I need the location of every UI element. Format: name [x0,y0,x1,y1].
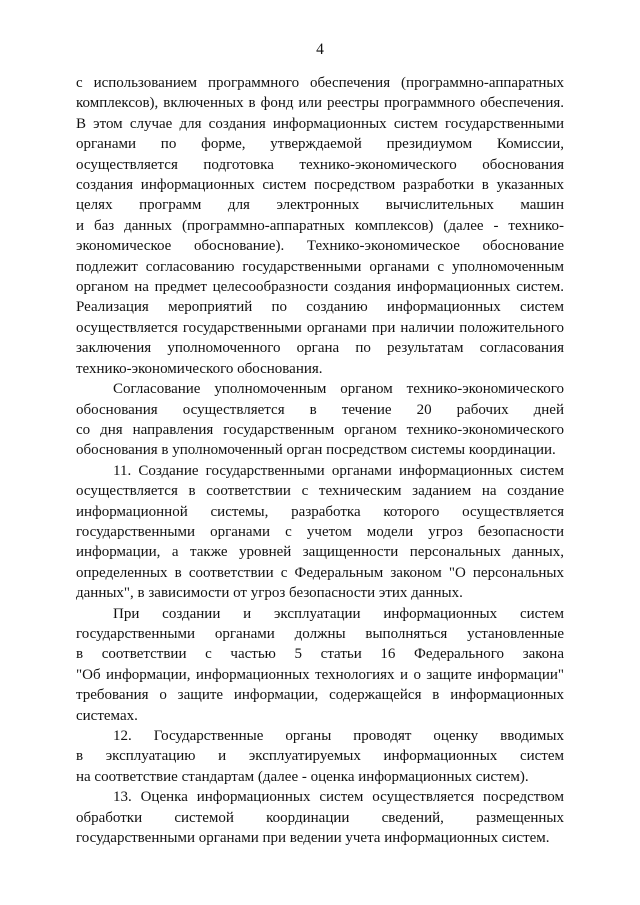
paragraph [76,461,564,604]
text-line: создания информационных систем посредством разработки в указанных [76,177,564,194]
paragraph [76,379,564,461]
text-line: в соответствии с частью 5 статьи 16 Федерального закона [76,646,564,663]
text-line: заключения уполномоченного органа по результатам согласования [76,340,564,357]
text-line: определенных в соответствии с Федеральным законом "О персональных [76,564,564,581]
text-line: системах. [76,707,138,724]
text-line: государственными органами с учетом модели угроз безопасности [76,523,564,540]
text-line: 11. Создание государственными органами информационных систем [113,462,564,479]
text-line: 13. Оценка информационных систем осуществляется посредством [113,789,564,806]
text-line: "Об информации, информационных технологиях и о защите информации" [76,666,564,683]
text-line: с использованием программного обеспечения (программно-аппаратных [76,75,564,91]
paragraph [76,73,564,379]
text-line: При создании и эксплуатации информационных систем [113,605,564,622]
text-line: на соответствие стандартам (далее - оценка информационных систем). [76,768,529,785]
paragraph [76,604,564,726]
text-line: органами по форме, утверждаемой президиумом Комиссии, [76,136,564,153]
text-line: и баз данных (программно-аппаратных комплексов) (далее - технико- [76,217,564,234]
paragraph [76,726,564,787]
text-line: информационной системы, разработка которого осуществляется [76,503,564,520]
text-line: Согласование уполномоченным органом технико-экономического [113,381,564,398]
text-line: осуществляется в соответствии с техническим заданием на создание [76,483,564,500]
text-line: обоснования осуществляется в течение 20 рабочих дней [76,401,564,418]
text-line: государственными органами должны выполняться установленные [76,625,564,642]
text-line: органом на предмет целесообразности создания информационных систем. [76,279,564,296]
text-line: обработки системой координации сведений, размещенных [76,809,564,826]
text-line: данных", в зависимости от угроз безопасности этих данных. [76,585,463,602]
text-line: осуществляется подготовка технико-экономического обоснования [76,156,564,173]
text-line: подлежит согласованию государственными органами с уполномоченным [76,258,564,275]
paragraph [76,787,564,848]
page-number: 4 [316,41,324,58]
text-line: обоснования в уполномоченный орган посредством системы координации. [76,442,556,459]
text-line: в эксплуатацию и эксплуатируемых информационных систем [76,748,564,765]
text-line: осуществляется государственными органами при наличии положительного [76,319,564,336]
text-line: 12. Государственные органы проводят оценку вводимых [113,728,564,744]
text-line: целях программ для электронных вычислительных машин [76,197,564,214]
text-line: государственными органами при ведении учета информационных систем. [76,830,550,847]
text-line: со дня направления государственным органом технико-экономического [76,421,564,438]
text-line: В этом случае для создания информационных систем государственными [76,115,564,132]
document-body [76,73,564,848]
text-line: экономическое обоснование). Технико-экономическое обоснование [76,238,564,255]
text-line: Реализация мероприятий по созданию информационных систем [76,299,564,316]
text-line: технико-экономического обоснования. [76,360,323,377]
text-line: требования о защите информации, содержащейся в информационных [76,687,564,704]
text-line: информации, а также уровней защищенности персональных данных, [76,544,564,561]
text-line: комплексов), включенных в фонд или реестры программного обеспечения. [76,95,564,112]
